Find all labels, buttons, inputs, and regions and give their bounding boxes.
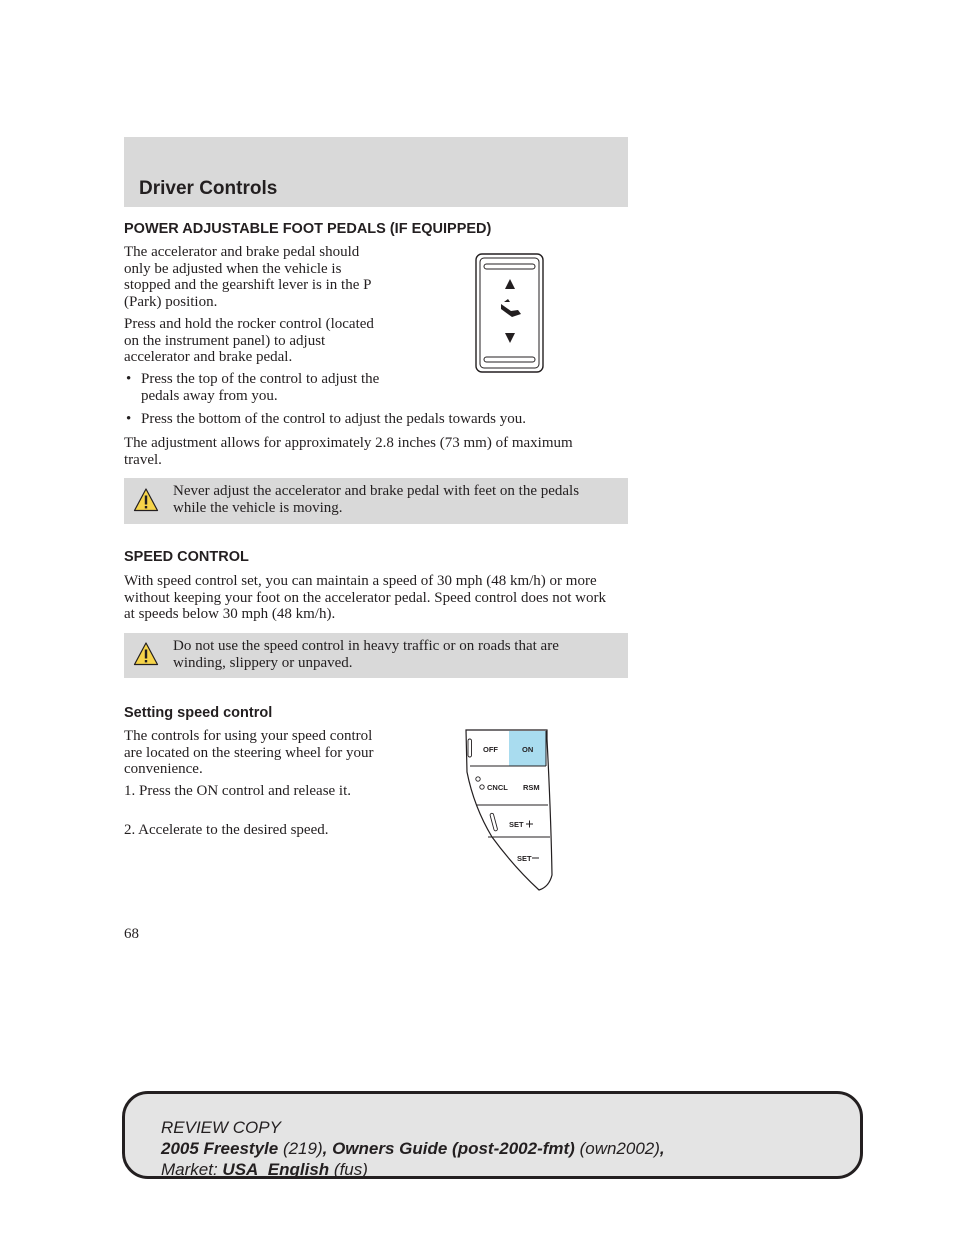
footer-market-code: (fus)	[333, 1160, 368, 1179]
pedals-para-2: Press and hold the rocker control (located on the instrument panel) to adjust accelerator and brake pedal.	[124, 316, 374, 366]
speed-control-para-1: With speed control set, you can maintain a speed of 30 mph (48 km/h) or more without keeping your foot on the accelerator pedal. Speed control does not work at speeds below 30 mph (48 km/h).	[124, 573, 606, 623]
speed-warning-text: Do not use the speed control in heavy traffic or on roads that are winding, slippery or unpaved.	[173, 638, 559, 671]
off-button-label: OFF	[483, 745, 498, 754]
pedals-para-1: The accelerator and brake pedal should only be adjusted when the vehicle is stopped and the gearshift lever is in the P (Park) position.	[124, 244, 371, 310]
footer-separator: ,	[322, 1139, 333, 1158]
pedals-heading: POWER ADJUSTABLE FOOT PEDALS (IF EQUIPPED)	[124, 221, 492, 237]
footer-market-label: Market:	[161, 1160, 218, 1179]
setting-speed-heading: Setting speed control	[124, 705, 273, 721]
speed-control-switch-illustration	[462, 727, 558, 893]
review-copy-label: REVIEW COPY	[161, 1118, 281, 1137]
pedals-bullet-1	[124, 371, 391, 404]
speed-control-heading: SPEED CONTROL	[124, 549, 249, 565]
pedal-rocker-switch-illustration	[474, 252, 546, 374]
on-button-label: ON	[522, 745, 534, 754]
warning-icon	[133, 487, 159, 513]
setting-step-1: 1. Press the ON control and release it.	[124, 783, 352, 799]
pedals-bullet-2	[124, 411, 641, 428]
section-title: Driver Controls	[139, 178, 278, 199]
set-minus-button-label: SET	[517, 854, 532, 863]
footer-model-code: (219)	[282, 1139, 323, 1158]
footer-model: 2005 Freestyle	[161, 1139, 279, 1158]
pedals-bullet-2-text: Press the bottom of the control to adjust the pedals towards you.	[141, 411, 526, 427]
pedals-warning-box	[124, 478, 628, 524]
footer-guide: Owners Guide (post-2002-fmt)	[332, 1139, 575, 1158]
footer-guide-code: (own2002)	[579, 1139, 660, 1158]
bullet-icon: •	[126, 371, 132, 387]
pedals-bullet-1-text: Press the top of the control to adjust the pedals away from you.	[141, 371, 380, 404]
bullet-icon: •	[126, 411, 132, 427]
rsm-button-label: RSM	[523, 783, 540, 792]
cncl-button-label: CNCL	[487, 783, 508, 792]
pedals-para-3: The adjustment allows for approximately 2.8 inches (73 mm) of maximum travel.	[124, 435, 573, 468]
footer-market: USA_English	[222, 1160, 330, 1179]
review-copy-footer	[161, 1117, 665, 1180]
page-number: 68	[124, 926, 139, 942]
set-plus-button-label: SET	[509, 820, 524, 829]
pedals-warning-text: Never adjust the accelerator and brake pedal with feet on the pedals while the vehicle is moving.	[173, 483, 580, 516]
footer-separator: ,	[659, 1139, 665, 1158]
setting-step-2: 2. Accelerate to the desired speed.	[124, 822, 329, 838]
speed-warning-box	[124, 633, 628, 678]
warning-icon	[133, 641, 159, 667]
setting-para-1: The controls for using your speed control are located on the steering wheel for your convenience.	[124, 728, 374, 778]
